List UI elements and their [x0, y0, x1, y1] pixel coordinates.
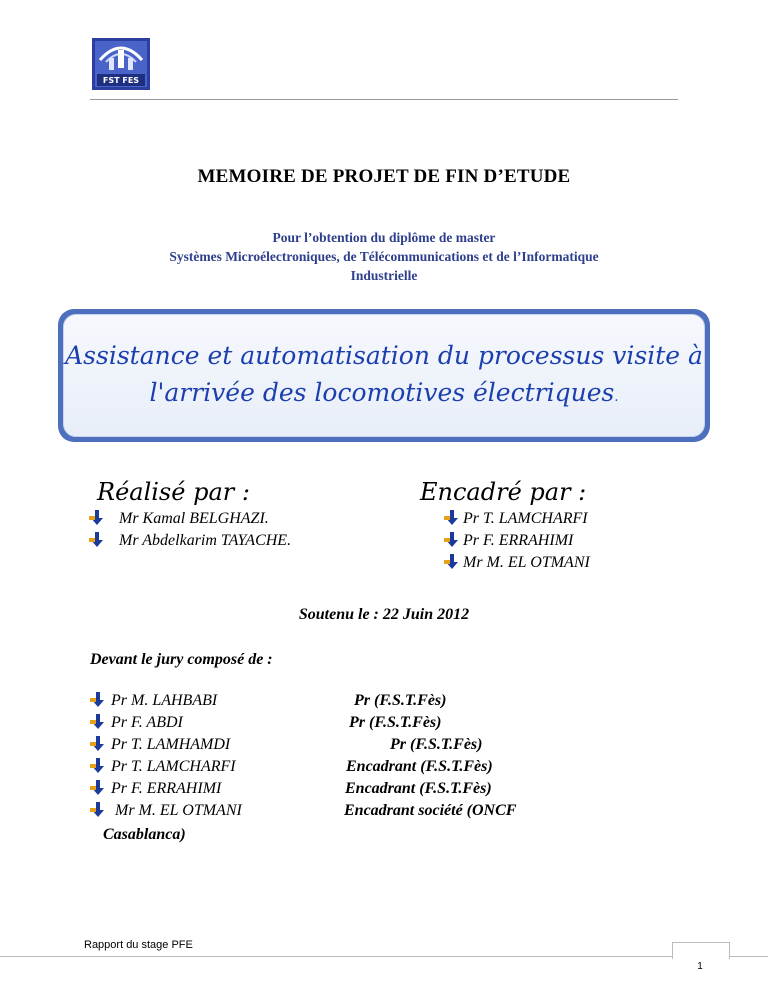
jury-name-2: Pr F. ABDI — [111, 714, 183, 731]
arrow-bullet-icon — [90, 802, 106, 818]
jury-name-1: Pr M. LAHBABI — [111, 692, 218, 709]
subtitle-line-1: Pour l’obtention du diplôme de master — [272, 230, 496, 245]
header-rule — [90, 99, 678, 100]
jury-name-6: Mr M. EL OTMANI — [111, 802, 242, 819]
page-number: 1 — [697, 961, 703, 972]
footer-text: Rapport du stage PFE — [84, 939, 193, 951]
project-title-line-2: l'arrivée des locomotives électriques — [149, 378, 615, 407]
list-item — [89, 532, 291, 550]
jury-role-4: Encadrant (F.S.T.Fès) — [346, 758, 493, 775]
list-item — [444, 532, 573, 550]
jury-name-3: Pr T. LAMHAMDI — [111, 736, 231, 753]
page-number-box — [672, 942, 730, 959]
subtitle-line-2: Systèmes Microélectroniques, de Télécommunications et de l’Informatique — [169, 249, 599, 264]
arrow-bullet-icon — [90, 714, 106, 730]
arrow-bullet-icon — [89, 532, 105, 548]
realise-label: Réalisé par : — [97, 478, 250, 506]
jury-continuation: Casablanca) — [103, 826, 186, 843]
list-item — [90, 802, 242, 820]
list-item — [90, 736, 230, 754]
arrow-bullet-icon — [444, 554, 460, 570]
jury-name-5: Pr F. ERRAHIMI — [111, 780, 222, 797]
arrow-bullet-icon — [444, 510, 460, 526]
list-item — [90, 758, 236, 776]
list-item — [444, 510, 588, 528]
jury-name-4: Pr T. LAMCHARFI — [111, 758, 236, 775]
list-item — [90, 780, 221, 798]
jury-role-2: Pr (F.S.T.Fès) — [349, 714, 442, 731]
jury-role-5: Encadrant (F.S.T.Fès) — [345, 780, 492, 797]
encadre-name-1: Pr T. LAMCHARFI — [463, 510, 588, 527]
arrow-bullet-icon — [90, 780, 106, 796]
arrow-bullet-icon — [90, 736, 106, 752]
project-title-line-1: Assistance et automatisation du processus visite à — [65, 341, 703, 370]
project-title-frame — [58, 309, 710, 442]
logo-text: FST FES — [102, 76, 140, 85]
defense-date: Soutenu le : 22 Juin 2012 — [298, 606, 470, 623]
list-item — [89, 510, 269, 528]
subtitle-line-3: Industrielle — [350, 268, 418, 283]
arrow-bullet-icon — [90, 692, 106, 708]
realise-name-1: Mr Kamal BELGHAZI. — [119, 510, 269, 527]
encadre-name-3: Mr M. EL OTMANI — [463, 554, 590, 571]
footer-rule — [0, 956, 768, 957]
arrow-bullet-icon — [90, 758, 106, 774]
project-title-end: . — [614, 390, 619, 405]
encadre-label: Encadré par : — [420, 478, 587, 506]
list-item — [90, 714, 183, 732]
jury-label: Devant le jury composé de : — [90, 651, 273, 668]
arrow-bullet-icon — [444, 532, 460, 548]
encadre-name-2: Pr F. ERRAHIMI — [463, 532, 574, 549]
jury-role-3: Pr (F.S.T.Fès) — [390, 736, 483, 753]
list-item — [90, 692, 217, 710]
realise-name-2: Mr Abdelkarim TAYACHE. — [119, 532, 292, 549]
arrow-bullet-icon — [89, 510, 105, 526]
list-item — [444, 554, 590, 572]
document-title: MEMOIRE DE PROJET DE FIN D’ETUDE — [197, 166, 571, 187]
jury-role-1: Pr (F.S.T.Fès) — [354, 692, 447, 709]
school-logo — [92, 38, 150, 90]
jury-role-6: Encadrant société (ONCF — [344, 802, 517, 819]
